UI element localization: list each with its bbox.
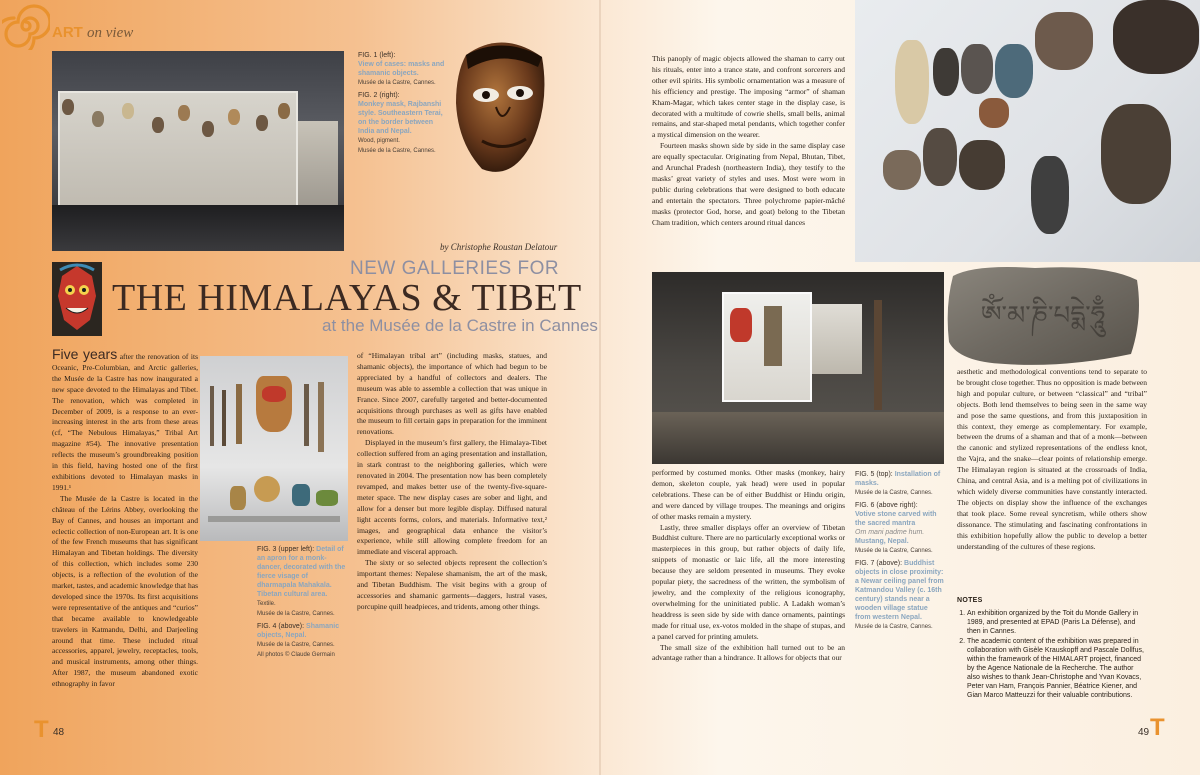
fig1-gallery-photo: [52, 51, 344, 251]
col2-paragraph-2: Displayed in the museum’s first gallery, the Himalaya-Tibet collection suffered from an aging presentation and installation, in stark contrast to the neighboring galleries, which were renovated in 2004. The presentation now has been completely revamped, and makes better use of the twenty-five-square-meter space. The new display cases are sober and light, and allow for a denser but more legible display. Diffused natural light accents forms, colors, and materials. Informative text,² images, and geographical data enhance the visitor’s experience, while still allowing complete freedom for an immediate and visceral approach.: [357, 438, 547, 557]
fig1-label: FIG. 1 (left):: [358, 52, 396, 59]
fig7-gallery-photo: [652, 272, 944, 464]
fig4-credit: Musée de la Castre, Cannes.: [257, 642, 335, 648]
fig2-title: Monkey mask, Rajbanshi style. Southeastern Terai, on the border between India and Nepal.: [358, 101, 443, 135]
fig1-credit: Musée de la Castre, Cannes.: [358, 80, 436, 86]
section-tag: [52, 24, 133, 42]
article-title: THE HIMALAYAS & TIBET: [112, 277, 582, 319]
section-tag-italic: on view: [87, 25, 134, 41]
fig2-credit: Musée de la Castre, Cannes.: [358, 148, 436, 154]
col4-paragraph-1: performed by costumed monks. Other masks (monkey, hairy demon, skeleton couple, yak head) were used in popular celebrations. These can be of either Buddhist or Hindu origin, and were danced by village troupes. The meanings and origins of other masks remain a mystery.: [652, 468, 845, 521]
fig6-label: FIG. 6 (above right):: [855, 502, 918, 509]
note-item-1: 1. An exhibition organized by the Toit du Monde Gallery in 1989, and presented at EPAD (Paris La Défense), and then in Cannes.: [967, 609, 1147, 636]
stone-inscription: ཨོཾ་མ་ཎི་པདྨེ་ཧཱུྃ: [980, 301, 1106, 331]
col4-paragraph-3: The small size of the exhibition hall turned out to be an advantage rather than a hindrance. It allows for objects that our: [652, 642, 845, 663]
fig5-credit: Musée de la Castre, Cannes.: [855, 490, 933, 496]
notes-heading: NOTES: [957, 597, 983, 604]
col1-paragraph-2: The Musée de la Castre is located in the château of the Lérins Abbey, overlooking the Bay of Cannes, and houses an important and eclectic collection of non-European art. It is one of the few French museums that has significant Himalayan and Tibetan holdings. The diversity of this collection, which includes some 230 objects, is a reflection of the evolution of the market, tastes, and academic knowledge that has developed since the 1970s. Its first acquisitions were representative of the antiques and “curios” that became available to knowledgeable travelers in Katmandu, Delhi, and Darjeeling around that time. These included ritual accessories, apparel, jewelry, receptacles, tools, and musical instruments, among other things. After 1987, the museum abandoned exotic ethnography in favor: [52, 493, 198, 689]
fig6-mantra: Om mani padme hum.: [855, 529, 925, 536]
fig6-votive-stone-image: [945, 262, 1142, 370]
fig4-photos-credit: All photos © Claude Germain: [257, 652, 335, 658]
fig5-title: Installation of masks.: [855, 471, 941, 487]
fig3-fig4-captions: [257, 545, 349, 663]
column-1: [52, 349, 198, 695]
fig3-material: Textile.: [257, 601, 276, 607]
col2-paragraph-3: The sixty or so selected objects represent the collection’s important themes: Nepalese shamanism, the art of the mask, and Tibetan Buddhism. The visit begins with a group of accessories and shamanic garments—daggers, lustral vases, porcupine quill headpieces, and tridents, among other things.: [357, 558, 547, 611]
title-subtitle: at the Musée de la Castre in Cannes: [322, 316, 598, 335]
col3-paragraph-2: Fourteen masks shown side by side in the same display case are equally spectacular. Originating from Nepal, Bhutan, Tibet, and Arunchal Pradesh (northeastern India), they testify to the masks’ great variety of styles and uses. Most were worn in public during celebrations that were designed to both educate and entertain the spectators. Three polychrome papier-mâché masks (protector God, horse, and goat) belong to the Tibetan Cham tradition, which centers around ritual dances: [652, 141, 845, 227]
right-page-number: 49: [1138, 727, 1150, 738]
column-5: [957, 367, 1147, 591]
column-4: [652, 468, 845, 710]
column-3: [652, 54, 845, 264]
page-spine: [599, 0, 601, 775]
fig6-place: Mustang, Nepal.: [855, 538, 909, 545]
fig4-label: FIG. 4 (above):: [257, 623, 305, 630]
fig2-monkey-mask-image: [452, 33, 550, 181]
title-top: NEW GALLERIES FOR: [350, 258, 560, 279]
fig7-title: Buddhist objects in close proximity: a Newar ceiling panel from Katmandou Valley (c. 16th century) stands near a wooden village statue from western Nepal.: [855, 560, 944, 621]
fig2-material: Wood, pigment.: [358, 138, 400, 144]
fig4-title: Shamanic objects, Nepal.: [257, 623, 340, 639]
section-tag-bold: ART: [52, 24, 83, 41]
fig2-label: FIG. 2 (right):: [358, 92, 400, 99]
col2-paragraph-1: of “Himalayan tribal art” (including masks, statues, and shamanic objects), the importance of which had begun to be appreciated by a handful of collectors and dealers. The museum was able to assemble a collection that was unique in France. Since 2007, carefully targeted and better-documented acquisitions through purchases as well as gifts have enabled the museum to fill certain gaps in preparation for the imminent renovations.: [357, 351, 547, 437]
fig5-label: FIG. 5 (top):: [855, 471, 893, 478]
note-item-2: 2. The academic content of the exhibition was prepared in collaboration with Gisèle Krauskopff and Pascale Dollfus, within the framework of the HIMALART project, financed by the Agence Nationale de la Recherche. The author also wishes to thank Jean-Christophe and Yvan Kovacs, Peter van Ham, François Pannier, Béatrice Kiener, and Gian Marco Matteuzzi for their valuable contributions.: [967, 637, 1147, 700]
fig3-credit: Musée de la Castre, Cannes.: [257, 611, 335, 617]
spiral-logo-icon: [2, 2, 50, 50]
byline: by Christophe Roustan Delatour: [440, 242, 558, 252]
fig4-shamanic-objects-photo: [200, 356, 348, 541]
fig1-title: View of cases: masks and shamanic objects.: [358, 61, 445, 77]
column-2: [357, 351, 547, 699]
fig7-credit: Musée de la Castre, Cannes.: [855, 624, 933, 630]
col5-paragraph-1: aesthetic and methodological conventions tend to separate to be brought close together. Thus no opposition is made between high and popular culture, or between “classical” and “tribal” objects. Both lend themselves to being seen in the same way and pose the same questions, and from this juxtaposition in this context, they emerge as complementary. For example, between the drums of a shaman and that of a monk—between the canonic and stylized representations of the endless knot, the Vajra, and the snake—clear points of relationship emerge. The Himalayan region is situated at the crossroads of India, China, and central Asia, and is a melting pot of civilizations in which widely diverse communities have constantly interacted. The objects on display show the influence of the exchanges that took place. Some reveal syncretism, while others show dissonance. The stimulating and fascinating confrontations in this exhibition hopefully allow the public to develop a better understanding of the cultures of these regions.: [957, 367, 1147, 551]
left-page-logo-icon: T: [34, 716, 49, 743]
fig1-fig2-captions: [358, 51, 450, 159]
mahakala-apron-thumbnail: [52, 262, 102, 336]
right-page-logo-icon: T: [1150, 714, 1165, 741]
fig5-fig6-fig7-captions: [855, 470, 945, 635]
drop-words: Five years: [52, 349, 118, 362]
fig3-label: FIG. 3 (upper left):: [257, 546, 315, 553]
notes-block: [957, 596, 1147, 701]
fig7-label: FIG. 7 (above):: [855, 560, 903, 567]
col4-paragraph-2: Lastly, three smaller displays offer an overview of Tibetan Buddhist culture. There are no particularly exceptional works or masterpieces in this group, but rather objects of daily life, snippets of monastic or laic life, all the more interesting because they are seldom presented in museums. They evoke popular piety, the sacredness of the written, the symbolism of jewelry, and the complexity of the religious iconography, overwhelming for the uninitiated public. A Ladakh woman’s headdress is seen side by side with dance ornaments, paintings made for ritual use, ex-votos molded in the shape of stupas, and a panel carved for printing amulets.: [652, 522, 845, 641]
left-page-number: 48: [53, 727, 65, 738]
fig5-masks-installation-photo: [855, 0, 1200, 262]
fig6-credit: Musée de la Castre, Cannes.: [855, 548, 933, 554]
col3-paragraph-1: This panoply of magic objects allowed the shaman to carry out his rituals, enter into a trance state, and confront sorcerers and other evil spirits. His symbolic ornamentation was a measure of his efficiency and prestige. The imposing “armor” of shaman Kham-Magar, which takes center stage in the display case, is decorated with a multitude of cowrie shells, small bells, animal remains, and star-shaped metal pendants, which together confer a mystical dimension on the wearer.: [652, 54, 845, 140]
fig6-title: Votive stone carved with the sacred mantra: [855, 511, 937, 527]
col1-paragraph-1: after the renovation of its Oceanic, Pre-Columbian, and Arctic galleries, the Musée de la Castre has now inaugurated a new space devoted to the Himalayas and Tibet. The renovation, which was completed in December of 2009, is a response to an ever-increasing interest in the arts from these areas (cf, “The Nebulous Himalayas,” Tribal Art magazine #54). The innovative presentation reflects the museum’s groundbreaking position in this field, having hosted one of the first exhibitions devoted to Himalayan masks in 1991.¹: [52, 352, 198, 492]
fig3-title: Detail of an apron for a monk-dancer, decorated with the fierce visage of dharmapala Mahakala. Tibetan cultural area.: [257, 546, 346, 598]
